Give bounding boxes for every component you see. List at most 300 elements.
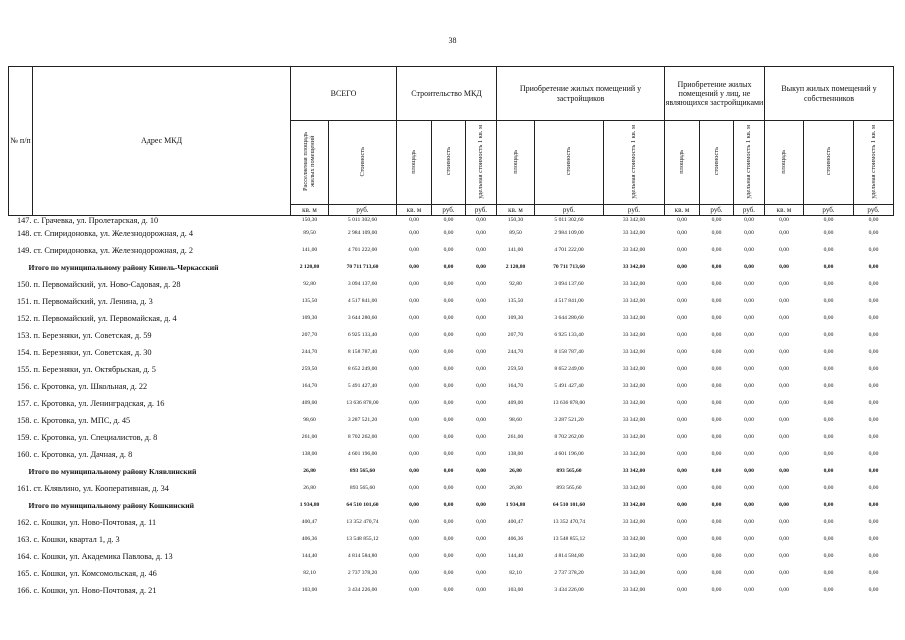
value-cell: 3 434 226,00 bbox=[554, 587, 584, 593]
header-sub-buyout-area: площадь bbox=[765, 121, 804, 205]
row-address: п. Первомайский, ул. Ново-Садовая, д. 28 bbox=[33, 280, 181, 289]
value-cell: 0,00 bbox=[409, 400, 419, 406]
table-body bbox=[9, 216, 894, 600]
value-cell: 135,50 bbox=[301, 298, 318, 304]
unit-cell: руб. bbox=[700, 205, 734, 216]
value-cell: 0,00 bbox=[779, 281, 789, 287]
value-cell: 0,00 bbox=[711, 468, 722, 474]
value-cell: 0,00 bbox=[443, 451, 454, 457]
value-cell: 0,00 bbox=[823, 230, 834, 236]
value-cell: 893 565,60 bbox=[556, 485, 582, 491]
value-cell: 0,00 bbox=[868, 553, 879, 559]
header-sub-developer-area: площадь bbox=[497, 121, 535, 205]
row-address: с. Кротовка, ул. Дачная, д. 8 bbox=[33, 450, 133, 459]
value-cell: 0,00 bbox=[711, 315, 722, 321]
value-cell: 0,00 bbox=[409, 298, 419, 304]
value-cell: 0,00 bbox=[677, 298, 687, 304]
value-cell: 0,00 bbox=[868, 281, 879, 287]
value-cell: 138,00 bbox=[301, 451, 318, 457]
unit-cell: кв. м bbox=[765, 205, 804, 216]
value-cell: 13 352 470,74 bbox=[346, 519, 379, 525]
table-row bbox=[9, 361, 894, 378]
value-cell: 0,00 bbox=[476, 366, 486, 372]
header-sub-total-area: Расселяемая площадь жилых помещений bbox=[291, 121, 329, 205]
value-cell: 0,00 bbox=[711, 434, 722, 440]
value-cell: 0,00 bbox=[744, 434, 754, 440]
value-cell: 0,00 bbox=[868, 570, 879, 576]
value-cell: 144,40 bbox=[301, 553, 318, 559]
value-cell: 0,00 bbox=[677, 468, 687, 474]
value-cell: 0,00 bbox=[409, 264, 419, 270]
row-number: 151. bbox=[16, 297, 32, 306]
value-cell: 0,00 bbox=[868, 247, 879, 253]
table-row bbox=[9, 565, 894, 582]
value-cell: 4 814 584,80 bbox=[554, 553, 584, 559]
value-cell: 5 491 427,40 bbox=[554, 383, 584, 389]
value-cell: 0,00 bbox=[868, 451, 879, 457]
value-cell: 0,00 bbox=[443, 247, 454, 253]
header-group-construction: Строительство МКД bbox=[397, 67, 497, 121]
value-cell: 0,00 bbox=[443, 553, 454, 559]
value-cell: 207,70 bbox=[507, 332, 524, 338]
row-address: ст. Клявлино, ул. Кооперативная, д. 34 bbox=[33, 484, 169, 493]
value-cell: 0,00 bbox=[443, 264, 454, 270]
value-cell: 0,00 bbox=[823, 281, 834, 287]
value-cell: 26,80 bbox=[303, 485, 316, 491]
value-cell: 0,00 bbox=[823, 417, 834, 423]
value-cell: 261,00 bbox=[301, 434, 318, 440]
value-cell: 0,00 bbox=[868, 536, 879, 542]
value-cell: 0,00 bbox=[443, 400, 454, 406]
value-cell: 0,00 bbox=[677, 383, 687, 389]
value-cell: 0,00 bbox=[677, 417, 687, 423]
row-address: ст. Спиридоновка, ул. Железнодорожная, д. 4 bbox=[33, 229, 194, 238]
value-cell: 0,00 bbox=[868, 502, 879, 508]
value-cell: 138,00 bbox=[507, 451, 524, 457]
unit-cell: кв. м bbox=[497, 205, 535, 216]
value-cell: 893 565,60 bbox=[349, 485, 376, 491]
value-cell: 98,60 bbox=[509, 417, 522, 423]
value-cell: 0,00 bbox=[779, 502, 789, 508]
value-cell: 0,00 bbox=[476, 230, 486, 236]
value-cell: 0,00 bbox=[868, 230, 879, 236]
value-cell: 0,00 bbox=[823, 587, 834, 593]
value-cell: 33 342,00 bbox=[622, 434, 646, 440]
value-cell: 0,00 bbox=[677, 217, 687, 223]
value-cell: 0,00 bbox=[443, 366, 454, 372]
value-cell: 0,00 bbox=[409, 553, 419, 559]
row-number: 153. bbox=[16, 331, 32, 340]
row-number: 157. bbox=[16, 399, 32, 408]
value-cell: 92,80 bbox=[303, 281, 316, 287]
value-cell: 3 287 521,20 bbox=[554, 417, 584, 423]
total-row bbox=[9, 497, 894, 514]
value-cell: 0,00 bbox=[868, 298, 879, 304]
header-number: № п/п bbox=[9, 67, 33, 216]
value-cell: 13 352 470,74 bbox=[552, 519, 586, 525]
value-cell: 0,00 bbox=[409, 247, 419, 253]
housing-table-container bbox=[8, 66, 894, 599]
table-header bbox=[9, 67, 894, 216]
unit-cell: руб. bbox=[604, 205, 665, 216]
total-label: Итого по муниципальному району Кошкинский bbox=[28, 501, 194, 510]
row-number: 148. bbox=[16, 229, 32, 238]
value-cell: 4 601 196,00 bbox=[347, 451, 378, 457]
value-cell: 33 342,00 bbox=[622, 247, 646, 253]
value-cell: 2 984 109,00 bbox=[554, 230, 584, 236]
value-cell: 0,00 bbox=[443, 298, 454, 304]
value-cell: 2 120,80 bbox=[299, 264, 320, 270]
value-cell: 4 701 222,00 bbox=[554, 247, 584, 253]
value-cell: 0,00 bbox=[779, 315, 789, 321]
value-cell: 3 094 137,60 bbox=[554, 281, 584, 287]
value-cell: 0,00 bbox=[711, 230, 722, 236]
value-cell: 0,00 bbox=[409, 217, 419, 223]
value-cell: 0,00 bbox=[476, 332, 486, 338]
value-cell: 0,00 bbox=[711, 298, 722, 304]
value-cell: 0,00 bbox=[476, 349, 486, 355]
value-cell: 0,00 bbox=[711, 281, 722, 287]
table-row bbox=[9, 531, 894, 548]
value-cell: 0,00 bbox=[443, 587, 454, 593]
value-cell: 0,00 bbox=[823, 570, 834, 576]
value-cell: 0,00 bbox=[868, 587, 879, 593]
value-cell: 2 737 378,20 bbox=[554, 570, 584, 576]
value-cell: 0,00 bbox=[409, 587, 419, 593]
value-cell: 33 342,00 bbox=[622, 281, 646, 287]
value-cell: 0,00 bbox=[779, 468, 789, 474]
header-sub-buyout-cost: стоимость bbox=[804, 121, 854, 205]
value-cell: 0,00 bbox=[779, 217, 789, 223]
value-cell: 0,00 bbox=[823, 553, 834, 559]
value-cell: 8 702 262,00 bbox=[554, 434, 584, 440]
value-cell: 0,00 bbox=[711, 332, 722, 338]
value-cell: 33 342,00 bbox=[622, 553, 646, 559]
value-cell: 0,00 bbox=[409, 451, 419, 457]
value-cell: 0,00 bbox=[476, 502, 486, 508]
row-address: с. Кротовка, ул. Специалистов, д. 8 bbox=[33, 433, 158, 442]
row-number: 147. bbox=[16, 216, 32, 225]
value-cell: 0,00 bbox=[823, 451, 834, 457]
page-number: 38 bbox=[448, 36, 457, 45]
value-cell: 0,00 bbox=[711, 417, 722, 423]
value-cell: 8 702 262,00 bbox=[347, 434, 378, 440]
row-number: 161. bbox=[16, 484, 32, 493]
value-cell: 0,00 bbox=[868, 383, 879, 389]
value-cell: 0,00 bbox=[443, 519, 454, 525]
value-cell: 0,00 bbox=[476, 217, 486, 223]
value-cell: 0,00 bbox=[744, 366, 754, 372]
value-cell: 0,00 bbox=[409, 230, 419, 236]
value-cell: 64 510 101,60 bbox=[346, 502, 379, 508]
value-cell: 6 925 133,40 bbox=[554, 332, 584, 338]
table-row bbox=[9, 548, 894, 565]
row-number: 165. bbox=[16, 569, 32, 578]
value-cell: 0,00 bbox=[823, 468, 834, 474]
header-sub-total-cost: Стоимость bbox=[329, 121, 397, 205]
value-cell: 0,00 bbox=[779, 451, 789, 457]
row-address: ст. Спиридоновка, ул. Железнодорожная, д. 2 bbox=[33, 246, 194, 255]
unit-cell: руб. bbox=[535, 205, 604, 216]
header-sub-nondeveloper-area: площадь bbox=[665, 121, 700, 205]
value-cell: 103,00 bbox=[301, 587, 318, 593]
value-cell: 0,00 bbox=[868, 264, 879, 270]
value-cell: 0,00 bbox=[744, 332, 754, 338]
value-cell: 70 711 713,60 bbox=[553, 264, 585, 270]
value-cell: 2 984 109,00 bbox=[347, 230, 378, 236]
value-cell: 0,00 bbox=[409, 570, 419, 576]
value-cell: 0,00 bbox=[409, 383, 419, 389]
value-cell: 244,70 bbox=[301, 349, 318, 355]
value-cell: 103,00 bbox=[507, 587, 524, 593]
value-cell: 0,00 bbox=[779, 298, 789, 304]
value-cell: 0,00 bbox=[409, 468, 419, 474]
value-cell: 0,00 bbox=[868, 519, 879, 525]
value-cell: 0,00 bbox=[823, 315, 834, 321]
value-cell: 0,00 bbox=[868, 315, 879, 321]
value-cell: 0,00 bbox=[868, 349, 879, 355]
value-cell: 0,00 bbox=[823, 519, 834, 525]
value-cell: 0,00 bbox=[779, 434, 789, 440]
header-sub-construction-cost: стоимость bbox=[432, 121, 466, 205]
value-cell: 0,00 bbox=[677, 264, 687, 270]
row-address: п. Первомайский, ул. Первомайская, д. 4 bbox=[33, 314, 177, 323]
value-cell: 0,00 bbox=[677, 315, 687, 321]
value-cell: 0,00 bbox=[823, 298, 834, 304]
value-cell: 400,47 bbox=[301, 519, 318, 525]
value-cell: 0,00 bbox=[711, 400, 722, 406]
row-address: с. Кошки, ул. Комсомольская, д. 46 bbox=[33, 569, 157, 578]
value-cell: 0,00 bbox=[677, 434, 687, 440]
value-cell: 0,00 bbox=[409, 519, 419, 525]
unit-cell: руб. bbox=[329, 205, 397, 216]
row-address: п. Березняки, ул. Советская, д. 59 bbox=[33, 331, 152, 340]
value-cell: 0,00 bbox=[476, 417, 486, 423]
unit-cell: руб. bbox=[466, 205, 497, 216]
header-group-nondeveloper-purchase: Приобретение жилых помещений у лиц, не являющихся застройщиками bbox=[665, 67, 765, 121]
row-address: с. Кошки, ул. Академика Павлова, д. 13 bbox=[33, 552, 173, 561]
value-cell: 0,00 bbox=[823, 264, 834, 270]
value-cell: 0,00 bbox=[409, 281, 419, 287]
value-cell: 141,00 bbox=[301, 247, 318, 253]
value-cell: 0,00 bbox=[744, 451, 754, 457]
table-row bbox=[9, 242, 894, 259]
value-cell: 0,00 bbox=[868, 400, 879, 406]
value-cell: 33 342,00 bbox=[622, 400, 646, 406]
value-cell: 406,36 bbox=[507, 536, 524, 542]
value-cell: 0,00 bbox=[711, 553, 722, 559]
row-number: 155. bbox=[16, 365, 32, 374]
value-cell: 33 342,00 bbox=[622, 349, 646, 355]
header-sub-buyout-unit-cost: удельная стоимость 1 кв. м bbox=[854, 121, 894, 205]
value-cell: 150,30 bbox=[301, 217, 318, 223]
table-row bbox=[9, 378, 894, 395]
value-cell: 261,00 bbox=[507, 434, 524, 440]
value-cell: 0,00 bbox=[823, 366, 834, 372]
value-cell: 244,70 bbox=[507, 349, 524, 355]
value-cell: 0,00 bbox=[476, 400, 486, 406]
unit-cell: кв. м bbox=[397, 205, 432, 216]
value-cell: 0,00 bbox=[443, 315, 454, 321]
value-cell: 33 342,00 bbox=[622, 217, 646, 223]
value-cell: 2 737 378,20 bbox=[347, 570, 378, 576]
header-sub-construction-unit-cost: удельная стоимость 1 кв. м bbox=[466, 121, 497, 205]
row-address: с. Кошки, квартал 1, д. 3 bbox=[33, 535, 120, 544]
value-cell: 6 925 133,40 bbox=[347, 332, 378, 338]
value-cell: 0,00 bbox=[779, 247, 789, 253]
value-cell: 0,00 bbox=[711, 451, 722, 457]
value-cell: 2 120,80 bbox=[505, 264, 526, 270]
value-cell: 0,00 bbox=[744, 400, 754, 406]
row-address: с. Кошки, ул. Ново-Почтовая, д. 11 bbox=[33, 518, 157, 527]
value-cell: 0,00 bbox=[779, 264, 789, 270]
value-cell: 4 701 222,00 bbox=[347, 247, 378, 253]
value-cell: 4 517 841,00 bbox=[347, 298, 378, 304]
value-cell: 0,00 bbox=[677, 485, 687, 491]
row-number: 166. bbox=[16, 586, 32, 595]
value-cell: 0,00 bbox=[779, 417, 789, 423]
value-cell: 0,00 bbox=[779, 332, 789, 338]
value-cell: 8 652 249,00 bbox=[554, 366, 584, 372]
value-cell: 64 510 101,60 bbox=[552, 502, 586, 508]
row-number: 162. bbox=[16, 518, 32, 527]
value-cell: 0,00 bbox=[443, 217, 454, 223]
value-cell: 0,00 bbox=[677, 247, 687, 253]
value-cell: 33 342,00 bbox=[622, 570, 646, 576]
row-address: с. Кротовка, ул. МПС, д. 45 bbox=[33, 416, 131, 425]
table-row bbox=[9, 446, 894, 463]
value-cell: 33 342,00 bbox=[622, 264, 646, 270]
value-cell: 0,00 bbox=[409, 536, 419, 542]
row-number: 150. bbox=[16, 280, 32, 289]
value-cell: 0,00 bbox=[711, 366, 722, 372]
unit-cell: руб. bbox=[804, 205, 854, 216]
value-cell: 0,00 bbox=[868, 468, 879, 474]
value-cell: 0,00 bbox=[744, 536, 754, 542]
value-cell: 33 342,00 bbox=[622, 587, 646, 593]
value-cell: 0,00 bbox=[409, 332, 419, 338]
value-cell: 82,10 bbox=[303, 570, 316, 576]
value-cell: 0,00 bbox=[677, 400, 687, 406]
value-cell: 0,00 bbox=[711, 264, 722, 270]
row-address: с. Грачевка, ул. Пролетарская, д. 10 bbox=[33, 216, 159, 225]
table-row bbox=[9, 293, 894, 310]
value-cell: 0,00 bbox=[868, 366, 879, 372]
unit-cell: руб. bbox=[734, 205, 765, 216]
value-cell: 92,80 bbox=[509, 281, 522, 287]
value-cell: 0,00 bbox=[779, 536, 789, 542]
value-cell: 0,00 bbox=[443, 417, 454, 423]
value-cell: 0,00 bbox=[868, 434, 879, 440]
value-cell: 33 342,00 bbox=[622, 417, 646, 423]
value-cell: 0,00 bbox=[677, 281, 687, 287]
total-row bbox=[9, 463, 894, 480]
value-cell: 89,50 bbox=[303, 230, 316, 236]
value-cell: 109,30 bbox=[301, 315, 318, 321]
row-address: с. Кротовка, ул. Ленинградская, д. 16 bbox=[33, 399, 165, 408]
table-row bbox=[9, 582, 894, 599]
value-cell: 33 342,00 bbox=[622, 502, 646, 508]
value-cell: 207,70 bbox=[301, 332, 318, 338]
table-row bbox=[9, 344, 894, 361]
value-cell: 0,00 bbox=[744, 502, 754, 508]
value-cell: 0,00 bbox=[677, 570, 687, 576]
header-group-developer-purchase: Приобретение жилых помещений у застройщиков bbox=[497, 67, 665, 121]
value-cell: 0,00 bbox=[409, 349, 419, 355]
table-row bbox=[9, 514, 894, 531]
row-number: 149. bbox=[16, 246, 32, 255]
value-cell: 8 158 787,40 bbox=[347, 349, 378, 355]
value-cell: 33 342,00 bbox=[622, 536, 646, 542]
value-cell: 0,00 bbox=[744, 247, 754, 253]
value-cell: 3 644 280,60 bbox=[554, 315, 584, 321]
row-address: п. Березняки, ул. Советская, д. 30 bbox=[33, 348, 152, 357]
value-cell: 4 601 196,00 bbox=[554, 451, 584, 457]
value-cell: 13 636 878,00 bbox=[346, 400, 379, 406]
value-cell: 13 548 855,12 bbox=[346, 536, 379, 542]
value-cell: 0,00 bbox=[476, 315, 486, 321]
row-address: п. Березняки, ул. Октябрьская, д. 5 bbox=[33, 365, 156, 374]
value-cell: 8 652 249,00 bbox=[347, 366, 378, 372]
value-cell: 409,00 bbox=[507, 400, 524, 406]
value-cell: 0,00 bbox=[823, 400, 834, 406]
value-cell: 409,00 bbox=[301, 400, 318, 406]
value-cell: 141,00 bbox=[507, 247, 524, 253]
value-cell: 0,00 bbox=[677, 230, 687, 236]
value-cell: 0,00 bbox=[823, 349, 834, 355]
value-cell: 0,00 bbox=[476, 264, 486, 270]
value-cell: 0,00 bbox=[443, 536, 454, 542]
value-cell: 0,00 bbox=[476, 281, 486, 287]
value-cell: 0,00 bbox=[476, 434, 486, 440]
value-cell: 0,00 bbox=[868, 217, 879, 223]
value-cell: 0,00 bbox=[443, 485, 454, 491]
value-cell: 0,00 bbox=[744, 383, 754, 389]
value-cell: 4 517 841,00 bbox=[554, 298, 584, 304]
value-cell: 0,00 bbox=[677, 536, 687, 542]
value-cell: 0,00 bbox=[711, 570, 722, 576]
housing-table bbox=[8, 66, 894, 599]
row-number: 154. bbox=[16, 348, 32, 357]
value-cell: 0,00 bbox=[711, 349, 722, 355]
value-cell: 0,00 bbox=[779, 485, 789, 491]
value-cell: 0,00 bbox=[744, 315, 754, 321]
value-cell: 0,00 bbox=[711, 383, 722, 389]
row-number: 163. bbox=[16, 535, 32, 544]
value-cell: 0,00 bbox=[744, 417, 754, 423]
table-row bbox=[9, 395, 894, 412]
value-cell: 33 342,00 bbox=[622, 485, 646, 491]
value-cell: 259,50 bbox=[301, 366, 318, 372]
value-cell: 0,00 bbox=[868, 485, 879, 491]
value-cell: 0,00 bbox=[677, 553, 687, 559]
table-row bbox=[9, 327, 894, 344]
value-cell: 0,00 bbox=[711, 587, 722, 593]
value-cell: 0,00 bbox=[476, 247, 486, 253]
value-cell: 0,00 bbox=[711, 536, 722, 542]
value-cell: 0,00 bbox=[779, 349, 789, 355]
value-cell: 13 636 878,00 bbox=[552, 400, 586, 406]
value-cell: 33 342,00 bbox=[622, 383, 646, 389]
value-cell: 0,00 bbox=[744, 570, 754, 576]
row-number: 152. bbox=[16, 314, 32, 323]
row-number: 158. bbox=[16, 416, 32, 425]
value-cell: 0,00 bbox=[476, 519, 486, 525]
value-cell: 13 548 855,12 bbox=[552, 536, 586, 542]
value-cell: 8 158 787,40 bbox=[554, 349, 584, 355]
table-row bbox=[9, 310, 894, 327]
value-cell: 0,00 bbox=[868, 332, 879, 338]
